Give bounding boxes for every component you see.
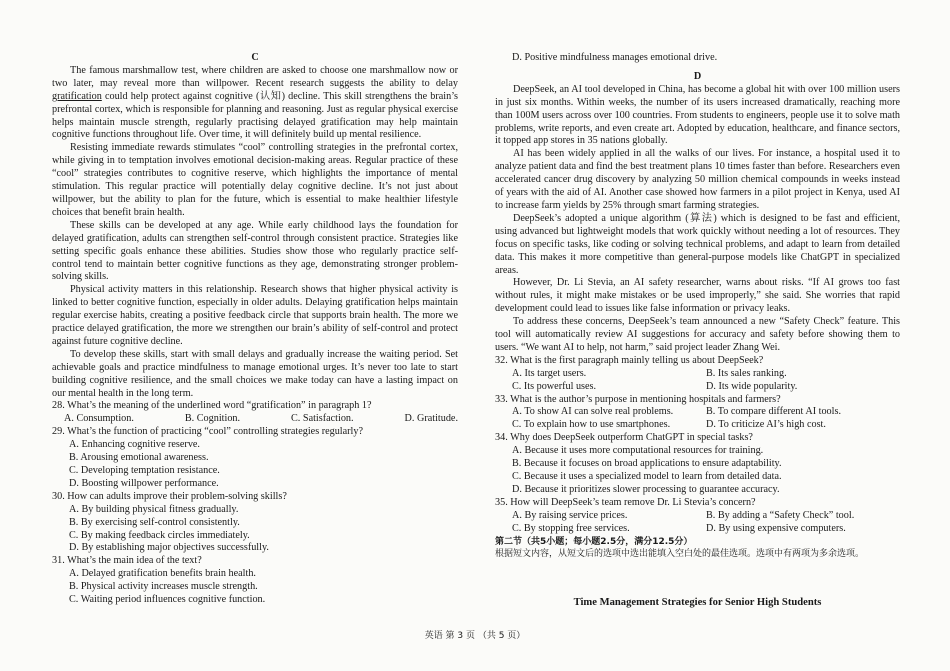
passage-d-paragraph-4: However, Dr. Li Stevia, an AI safety researcher, warns about risks. “If AI grows too fast without rules, it might make mistakes or be used improperly,” she said. She worries that rapid development could lead to issues like false information or privacy leaks. — [495, 277, 900, 315]
option: A. Consumption. — [64, 413, 134, 425]
question-29: 29. What’s the function of practicing “cool” controlling strategies regularly? — [52, 426, 363, 438]
passage-d-paragraph-3: DeepSeek’s adopted a unique algorithm (算法) which is designed to be fast and efficient, using advanced but lightweight models that work quickly without needing a lot of resources. They focus on specific tasks, like coding or solving technical problems, and adapt to learn from detailed data. This makes it more competitive than general-purpose models like ChatGPT in specialized areas. — [495, 212, 900, 276]
option: A. Enhancing cognitive reserve. — [69, 439, 200, 451]
passage-d-paragraph-1: DeepSeek, an AI tool developed in China, has become a global hit with over 100 million users in just six months. Within weeks, the number of its users increased dramatically, reaching more than 100M users across over 100 countries. From students to engineers, people use it to solve math problems, write reports, and even create art. Adopted by education, healthcare, and finance sectors, it topped app stores in 35 nations globally. — [495, 83, 900, 147]
option: D. Positive mindfulness manages emotional drive. — [512, 52, 718, 63]
option: B. Arousing emotional awareness. — [69, 452, 209, 464]
underlined-word: gratification — [52, 90, 102, 102]
part-2-heading: 第二节（共5小题；每小题2.5分，满分12.5分） — [495, 536, 693, 547]
question-33-options-cd — [512, 419, 900, 432]
option: B. By exercising self-control consistently. — [69, 516, 240, 528]
option: B. By adding a “Safety Check” tool. — [706, 509, 855, 521]
passage-d-paragraph-2: AI has been widely applied in all the walks of our lives. For instance, a hospital used it to analyze patient data and find the best treatment plans 10 times faster than before. Researchers even accelerated cancer drug discovery by analyzing 50 million chemical compounds in weeks instead of years with the aid of AI. Another case showed how farmers in a pilot project in Kenya, used AI to increase farm yields by 25% through smart farming strategies. — [495, 148, 900, 211]
question-33-options-ab — [512, 406, 900, 419]
option: A. By building physical fitness gradually. — [69, 503, 239, 515]
question-28: 28. What’s the meaning of the underlined word “gratification” in paragraph 1? — [52, 400, 372, 412]
option: B. Physical activity increases muscle strength. — [69, 581, 258, 593]
question-32-options-cd — [512, 381, 900, 394]
question-28-options — [64, 413, 458, 426]
option: D. By using expensive computers. — [706, 522, 846, 534]
page-footer: 英语 第 3 页 （共 5 页） — [424, 631, 526, 641]
option: D. To criticize AI’s high cost. — [706, 419, 826, 431]
option: C. To explain how to use smartphones. — [512, 419, 671, 431]
option: D. Its wide popularity. — [706, 380, 798, 392]
option: B. Because it focuses on broad applications to ensure adaptability. — [512, 458, 782, 470]
option: A. Because it uses more computational resources for training. — [512, 445, 764, 457]
question-35: 35. How will DeepSeek’s team remove Dr. Li Stevia’s concern? — [495, 496, 756, 508]
option: C. By making feedback circles immediately. — [69, 529, 250, 541]
question-33: 33. What is the author’s purpose in mentioning hospitals and farmers? — [495, 393, 781, 405]
passage-c-paragraph-3: These skills can be developed at any age. While early childhood lays the foundation for delayed gratification, adults can strengthen self-control through consistent practice. Strategies like setting specific goals enhance these abilities. Studies show those who regularly practice self-control tend to maintain better cognitive functions as they age, demonstrating stronger problem-solving skills. — [52, 219, 458, 283]
option: D. Because it prioritizes slower processing to guarantee accuracy. — [512, 483, 780, 495]
section-c-heading: C — [251, 52, 259, 63]
option: C. Because it uses a specialized model to learn from detailed data. — [512, 471, 782, 482]
question-32-options-ab — [512, 368, 900, 381]
question-32: 32. What is the first paragraph mainly telling us about DeepSeek? — [495, 354, 764, 366]
left-column — [52, 52, 458, 607]
section-d-heading: D — [693, 70, 702, 82]
option: A. Delayed gratification benefits brain health. — [69, 568, 256, 580]
option: A. By raising service prices. — [512, 509, 628, 521]
option: C. Its powerful uses. — [512, 380, 597, 392]
question-35-options-cd — [512, 523, 900, 536]
option: D. Gratitude. — [404, 413, 458, 425]
option: B. To compare different AI tools. — [706, 406, 841, 418]
option: B. Cognition. — [184, 413, 241, 425]
passage-d-paragraph-5: To address these concerns, DeepSeek’s team announced a new “Safety Check” feature. This tool will automatically review AI suggestions for accuracy and safety before showing them to users. “We want AI to help, not harm,” said project leader Zhang Wei. — [495, 316, 900, 353]
passage-title: Time Management Strategies for Senior High Students — [573, 597, 822, 608]
option: A. Its target users. — [512, 367, 587, 379]
question-31: 31. What’s the main idea of the text? — [52, 555, 202, 567]
option: C. Waiting period influences cognitive function. — [69, 594, 266, 606]
option: D. Boosting willpower performance. — [69, 477, 219, 489]
right-column — [495, 52, 900, 561]
question-35-options-ab — [512, 510, 900, 523]
passage-c-paragraph-1: The famous marshmallow test, where children are asked to choose one marshmallow now or two later, may reveal more than willpower. Recent research suggests the ability to delay gratification could help protect against cognitive (认知) decline. This skill strengthens the brain’s prefrontal cortex, which is responsible for planning and reasoning. Just as regular physical exercise helps maintain muscle strength, regularly practising delayed gratification may help maintain cognitive functions throughout life. Over time, it will definitely build up mental resilience. — [52, 64, 458, 141]
passage-c-paragraph-5: To develop these skills, start with small delays and gradually increase the waiting period. Set achievable goals and practice mindfulness to manage emotional urges. It’s never too late to start building cognitive resilience, and the small choices we make today can have a lasting impact on our mental health in the long term. — [52, 348, 458, 399]
part-2-instruction: 根据短文内容，从短文后的选项中选出能填入空白处的最佳选项。选项中有两项为多余选项。 — [495, 549, 865, 560]
option: A. To show AI can solve real problems. — [512, 406, 674, 418]
option: C. Developing temptation resistance. — [69, 465, 220, 476]
passage-c-paragraph-4: Physical activity matters in this relationship. Research shows that higher physical activity is linked to better cognitive function, especially in older adults. Delaying gratification helps maintain regular exercise habits, creating a positive feedback circle that supports brain health. The more we practice delayed gratification, the more we strengthen our brain’s ability of self-control and protect against future cognitive decline. — [52, 284, 458, 347]
option: D. By establishing major objectives successfully. — [69, 542, 269, 554]
option: C. By stopping free services. — [512, 522, 630, 534]
question-34: 34. Why does DeepSeek outperform ChatGPT in special tasks? — [495, 432, 753, 444]
option: C. Satisfaction. — [291, 413, 354, 425]
question-30: 30. How can adults improve their problem-solving skills? — [52, 490, 287, 502]
passage-c-paragraph-2: Resisting immediate rewards stimulates “cool” controlling strategies in the prefrontal cortex, while giving in to temptation involves emotional decision-making areas. Regular practice of these “cool” strategies contributes to cognitive reserve, which highlights the importance of mental stimulation. This regular practice will potentially delay cognitive decline. It’s not just about willpower, but the ability to plan for the future, which is essential to make healthier lifestyle choices that benefit brain health. — [52, 142, 458, 218]
option: B. Its sales ranking. — [706, 367, 787, 379]
